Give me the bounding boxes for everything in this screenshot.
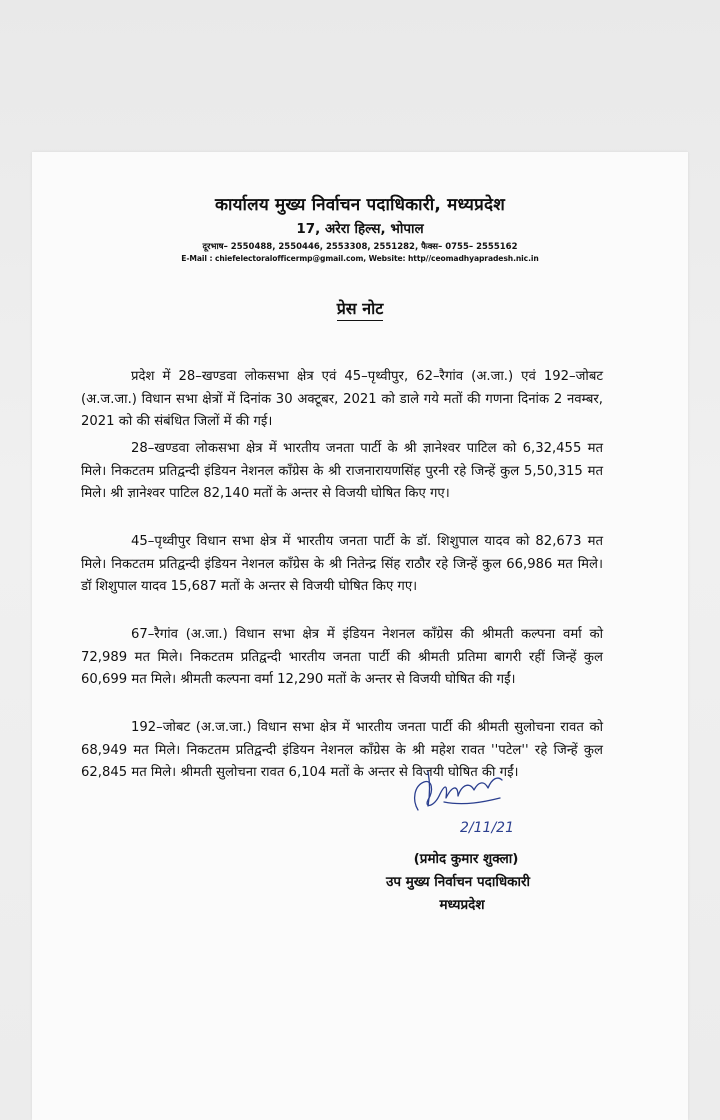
signatory-designation: उप मुख्य निर्वाचन पदाधिकारी (385, 874, 531, 890)
paragraph-prithvipur: 45–पृथ्वीपुर विधान सभा क्षेत्र में भारतीय जनता पार्टी के डॉ. शिशुपाल यादव को 82,673 मत मिले। निकटतम प्रतिद्वन्दी इंडियन नेशनल कॉंग्रेस के श्री नितेन्द्र सिंह राठौर रहे जिन्हें कुल 66,986 मत मिले। डॉ शिशुपाल यादव 15,687 मतों के अन्तर से विजयी घोषित किए गए। (81, 534, 603, 594)
office-email-website: E-Mail : chiefelectoralofficermp@gmail.com, Website: http//ceomadhyapradesh.nic.in (181, 254, 539, 263)
office-phone: दूरभाष– 2550488, 2550446, 2553308, 2551282, फैक्स– 0755– 2555162 (202, 242, 518, 252)
paragraph-intro: प्रदेश में 28–खण्डवा लोकसभा क्षेत्र एवं 45–पृथ्वीपुर, 62–रैगांव (अ.जा.) एवं 192–जोबट (अ.ज.जा.) विधान सभा क्षेत्रों में दिनांक 30 अक्टूबर, 2021 को डाले गये मतों की गणना दिनांक 2 नवम्बर, 2021 को की संबंधित जिलों में की गई। (81, 369, 603, 429)
office-title: कार्यालय मुख्य निर्वाचन पदाधिकारी, मध्यप्रदेश (215, 195, 505, 215)
paragraph-raigaon: 67–रैगांव (अ.जा.) विधान सभा क्षेत्र में इंडियन नेशनल कॉंग्रेस की श्रीमती कल्पना वर्मा को 72,989 मत मिले। निकटतम प्रतिद्वन्दी भारतीय जनता पार्टी की श्रीमती प्रतिमा बागरी रहीं जिन्हें कुल 60,699 मत मिले। श्रीमती कल्पना वर्मा 12,290 मतों के अन्तर से विजयी घोषित की गईं। (81, 627, 603, 687)
press-note-heading (32, 297, 688, 319)
paragraph-khandwa: 28–खण्डवा लोकसभा क्षेत्र में भारतीय जनता पार्टी के श्री ज्ञानेश्वर पाटिल को 6,32,455 मत मिले। निकटतम प्रतिद्वन्दी इंडियन नेशनल कॉंग्रेस के श्री राजनारायणसिंह पुरनी रहे जिन्हें कुल 5,50,315 मत मिले। श्री ज्ञानेश्वर पाटिल 82,140 मतों के अन्तर से विजयी घोषित किए गए। (81, 441, 603, 501)
handwritten-signature (404, 742, 554, 852)
press-note-document (32, 152, 688, 1120)
press-note-heading-text: प्रेस नोट (337, 299, 384, 321)
signatory-state: मध्यप्रदेश (439, 897, 485, 913)
paragraph-jobat: 192–जोबट (अ.ज.जा.) विधान सभा क्षेत्र में भारतीय जनता पार्टी की श्रीमती सुलोचना रावत को 68,949 मत मिले। निकटतम प्रतिद्वन्दी इंडियन नेशनल कॉंग्रेस के श्री महेश रावत ''पटेल'' रहे जिन्हें कुल 62,845 मत मिले। श्रीमती सुलोचना रावत 6,104 मतों के अन्तर से विजयी घोषित की गईं। (81, 720, 603, 780)
office-address: 17, अरेरा हिल्स, भोपाल (296, 221, 424, 237)
signatory-name: (प्रमोद कुमार शुक्ला) (413, 851, 519, 867)
handwritten-date: 2/11/21 (460, 820, 514, 836)
